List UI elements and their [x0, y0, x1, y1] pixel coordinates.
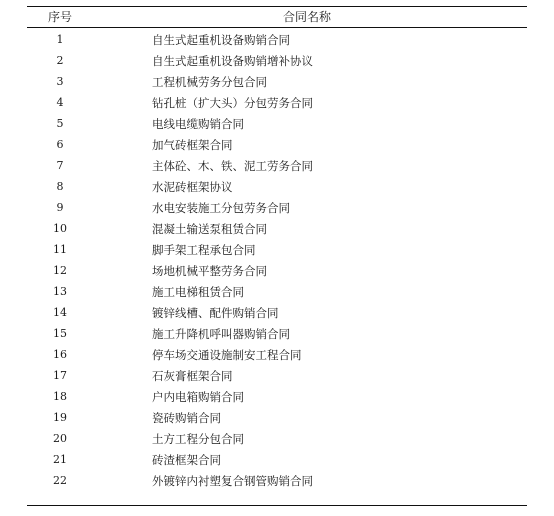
table-row [27, 366, 527, 386]
row-contract-name: 施工升降机呼叫器购销合同 [152, 327, 290, 341]
table-row [27, 408, 527, 428]
table-row [27, 156, 527, 176]
row-contract-name: 外镀锌内衬塑复合钢管购销合同 [152, 474, 313, 488]
row-contract-name: 水电安装施工分包劳务合同 [152, 201, 290, 215]
table-row [27, 198, 527, 218]
row-serial-number: 12 [53, 264, 67, 277]
row-serial-number: 21 [53, 453, 67, 466]
row-contract-name: 停车场交通设施制安工程合同 [152, 348, 302, 362]
row-contract-name: 自生式起重机设备购销增补协议 [152, 54, 313, 68]
row-serial-number: 9 [56, 201, 64, 214]
table-row [27, 114, 527, 134]
header-serial-number: 序号 [47, 10, 72, 24]
row-serial-number: 1 [56, 33, 64, 46]
table-bottom-rule [27, 505, 527, 506]
row-serial-number: 14 [53, 306, 67, 319]
table-row [27, 135, 527, 155]
header-contract-name: 合同名称 [282, 10, 331, 24]
row-serial-number: 11 [53, 243, 67, 256]
row-serial-number: 10 [53, 222, 67, 235]
table-header-rule [27, 27, 527, 28]
row-serial-number: 4 [56, 96, 64, 109]
row-contract-name: 自生式起重机设备购销合同 [152, 33, 290, 47]
row-serial-number: 16 [53, 348, 67, 361]
row-serial-number: 8 [56, 180, 64, 193]
table-top-rule [27, 6, 527, 7]
table-row [27, 471, 527, 491]
row-serial-number: 22 [53, 474, 67, 487]
row-contract-name: 施工电梯租赁合同 [152, 285, 244, 299]
table-row [27, 240, 527, 260]
row-serial-number: 15 [53, 327, 67, 340]
table-row [27, 282, 527, 302]
table-row [27, 387, 527, 407]
table-row [27, 72, 527, 92]
table-row [27, 261, 527, 281]
row-contract-name: 加气砖框架合同 [152, 138, 233, 152]
row-contract-name: 户内电箱购销合同 [152, 390, 244, 404]
row-serial-number: 2 [56, 54, 64, 67]
row-serial-number: 17 [53, 369, 67, 382]
row-contract-name: 钻孔桩（扩大头）分包劳务合同 [152, 96, 313, 110]
table-row [27, 345, 527, 365]
table-row [27, 30, 527, 50]
row-contract-name: 砖渣框架合同 [152, 453, 221, 467]
row-serial-number: 20 [53, 432, 67, 445]
row-contract-name: 场地机械平整劳务合同 [152, 264, 267, 278]
table-row [27, 219, 527, 239]
row-contract-name: 主体砼、木、铁、泥工劳务合同 [152, 159, 313, 173]
row-serial-number: 5 [56, 117, 64, 130]
row-contract-name: 混凝土输送泵租赁合同 [152, 222, 267, 236]
table-row [27, 324, 527, 344]
table-row [27, 93, 527, 113]
table-row [27, 429, 527, 449]
row-contract-name: 水泥砖框架协议 [152, 180, 233, 194]
row-serial-number: 18 [53, 390, 67, 403]
row-contract-name: 工程机械劳务分包合同 [152, 75, 267, 89]
row-serial-number: 3 [56, 75, 64, 88]
row-contract-name: 镀锌线槽、配件购销合同 [152, 306, 279, 320]
table-row [27, 177, 527, 197]
table-row [27, 303, 527, 323]
row-contract-name: 瓷砖购销合同 [152, 411, 221, 425]
row-contract-name: 脚手架工程承包合同 [152, 243, 256, 257]
row-serial-number: 13 [53, 285, 67, 298]
table-row [27, 450, 527, 470]
row-serial-number: 19 [53, 411, 67, 424]
row-contract-name: 电线电缆购销合同 [152, 117, 244, 131]
row-contract-name: 石灰膏框架合同 [152, 369, 233, 383]
row-serial-number: 7 [56, 159, 64, 172]
row-contract-name: 土方工程分包合同 [152, 432, 244, 446]
table-header-row [27, 9, 527, 25]
row-serial-number: 6 [56, 138, 64, 151]
table-row [27, 51, 527, 71]
